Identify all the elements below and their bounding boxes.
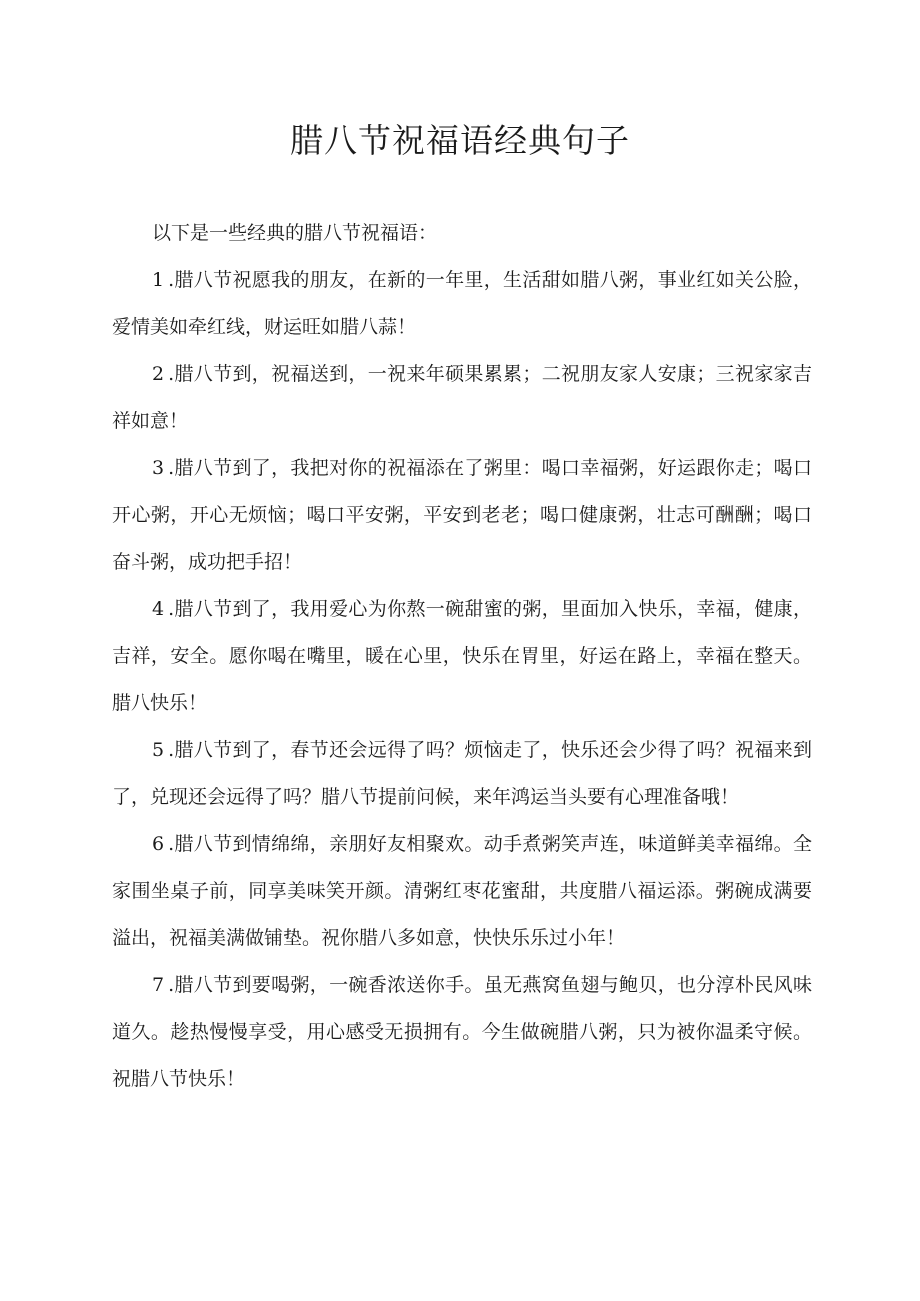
list-item xyxy=(112,351,812,445)
list-item xyxy=(112,257,812,351)
item-text: .腊八节到，祝福送到，一祝来年硕果累累；二祝朋友家人安康；三祝家家吉祥如意！ xyxy=(112,363,812,432)
list-item xyxy=(112,445,812,586)
item-number: 4 xyxy=(152,598,165,620)
document-title: 腊八节祝福语经典句子 xyxy=(290,121,630,160)
item-number: 2 xyxy=(152,363,165,385)
item-text: .腊八节到要喝粥，一碗香浓送你手。虽无燕窝鱼翅与鲍贝，也分淳朴民风味道久。趁热慢慢享受，用心感受无损拥有。今生做碗腊八粥，只为被你温柔守候。祝腊八节快乐！ xyxy=(112,974,812,1090)
item-number: 6 xyxy=(152,833,165,855)
item-text: .腊八节到情绵绵，亲朋好友相聚欢。动手煮粥笑声连，味道鲜美幸福绵。全家围坐桌子前，同享美味笑开颜。清粥红枣花蜜甜，共度腊八福运添。粥碗成满要溢出，祝福美满做铺垫。祝你腊八多如意，快快乐乐过小年！ xyxy=(112,833,812,949)
document-body xyxy=(112,210,812,1103)
intro-paragraph: 以下是一些经典的腊八节祝福语： xyxy=(152,222,438,244)
list-item xyxy=(112,962,812,1103)
item-text: .腊八节到了，我用爱心为你熬一碗甜蜜的粥，里面加入快乐，幸福，健康，吉祥，安全。愿你喝在嘴里，暖在心里，快乐在胃里，好运在路上，幸福在整天。腊八快乐！ xyxy=(112,598,812,714)
list-item xyxy=(112,586,812,727)
item-text: .腊八节祝愿我的朋友，在新的一年里，生活甜如腊八粥，事业红如关公脸，爱情美如牵红线，财运旺如腊八蒜！ xyxy=(112,269,812,338)
list-item xyxy=(112,727,812,821)
list-item xyxy=(112,821,812,962)
item-number: 3 xyxy=(152,457,165,479)
item-text: .腊八节到了，我把对你的祝福添在了粥里：喝口幸福粥，好运跟你走；喝口开心粥，开心无烦恼；喝口平安粥，平安到老老；喝口健康粥，壮志可酬酬；喝口奋斗粥，成功把手招！ xyxy=(112,457,812,573)
item-text: .腊八节到了，春节还会远得了吗？烦恼走了，快乐还会少得了吗？祝福来到了，兑现还会远得了吗？腊八节提前问候，来年鸿运当头要有心理准备哦！ xyxy=(112,739,812,808)
item-number: 7 xyxy=(152,974,165,996)
item-number: 1 xyxy=(152,269,165,291)
item-number: 5 xyxy=(152,739,165,761)
